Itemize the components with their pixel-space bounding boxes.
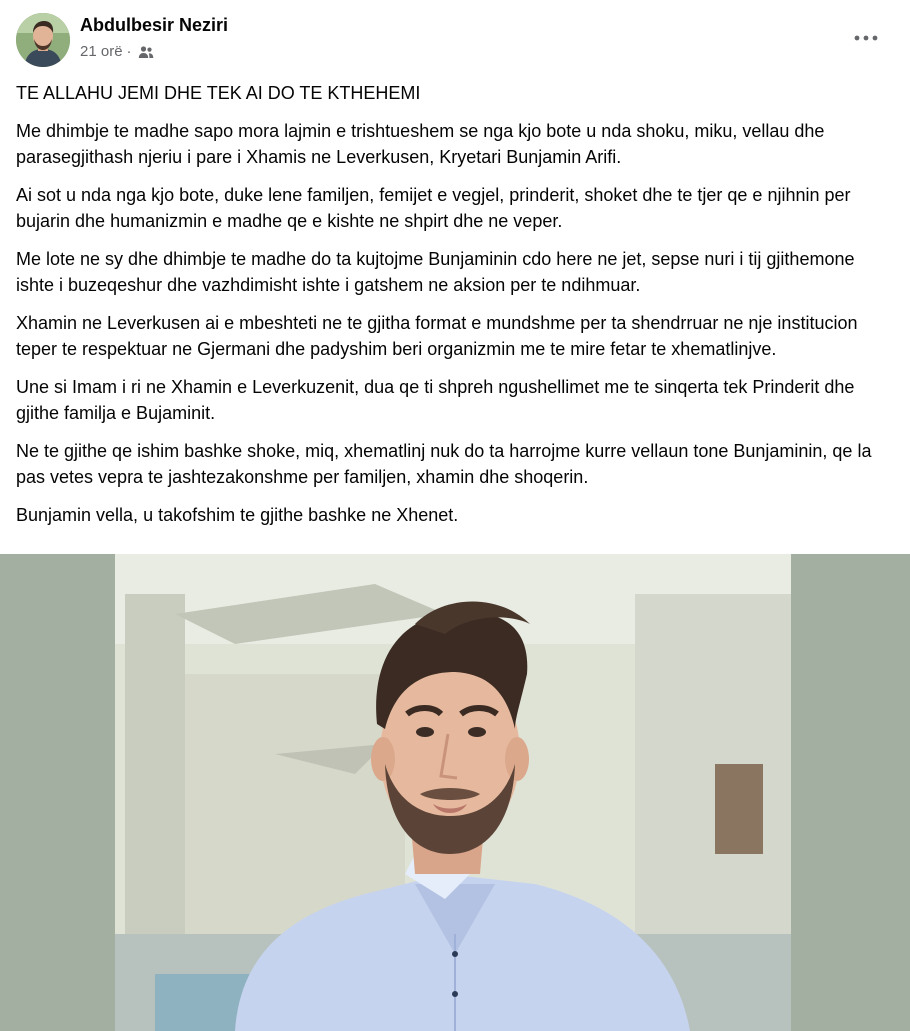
friends-icon[interactable] [138,45,154,59]
post-photo[interactable] [0,554,910,1031]
post-paragraph: Bunjamin vella, u takofshim te gjithe bashke ne Xhenet. [16,505,459,525]
post-text [16,80,896,540]
post-header [0,0,910,80]
post-paragraph: Une si Imam i ri ne Xhamin e Leverkuzenit, dua qe ti shpreh ngushellimet me te sinqerta tek Prinderit dhe gjithe familja e Bujaminit. [16,377,855,423]
post-paragraph: TE ALLAHU JEMI DHE TEK AI DO TE KTHEHEMI [16,83,421,103]
author-name[interactable]: Abdulbesir Neziri [80,15,229,35]
post-paragraph: Xhamin ne Leverkusen ai e mbeshteti ne te gjitha format e mundshme per ta shendrruar ne nje institucion teper te respektuar ne Gjermani dhe padyshim beri organizmin me te mire fetar te xhematlinjve. [16,313,858,359]
meta-separator: · [126,43,132,60]
author-avatar[interactable] [16,13,70,67]
post-paragraph: Ai sot u nda nga kjo bote, duke lene familjen, femijet e vegjel, prinderit, shoket dhe te tjer qe e njihnin per bujarin dhe humanizmin e madhe qe e kishte ne shpirt dhe ne veper. [16,185,851,231]
post-paragraph: Me dhimbje te madhe sapo mora lajmin e trishtueshem se nga kjo bote u nda shoku, miku, vellau dhe parasegjithash njeriu i pare i Xhamis ne Leverkusen, Kryetari Bunjamin Arifi. [16,121,825,167]
post-paragraph: Ne te gjithe qe ishim bashke shoke, miq, xhematlinj nuk do ta harrojme kurre vellaun tone Bunjaminin, qe la pas vetes vepra te jashtezakonshme per familjen, xhamin dhe shoqerin. [16,441,872,487]
more-options-icon[interactable] [846,22,886,54]
post-timestamp[interactable]: 21 orë [80,43,123,60]
post-paragraph: Me lote ne sy dhe dhimbje te madhe do ta kujtojme Bunjaminin cdo here ne jet, sepse nuri i tij gjithemone ishte i buzeqeshur dhe vazhdimisht ishte i gatshem ne aksion per te ndihmuar. [16,249,855,295]
portrait-image [115,554,791,1031]
post-meta [80,43,154,60]
